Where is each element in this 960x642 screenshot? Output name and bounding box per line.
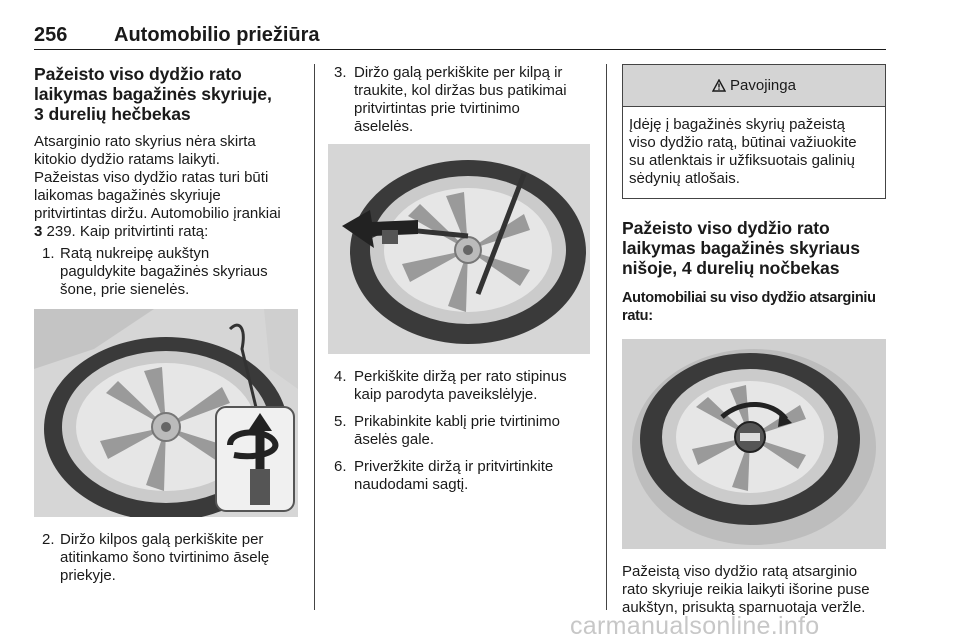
- warning-header: [623, 65, 885, 107]
- step-4: 4. Perkiškite diržą per rato stipinus kaip parodyta paveikslėlyje.: [334, 368, 567, 403]
- page-number: 256: [34, 24, 68, 46]
- figure-wheel-side-strap: [34, 309, 298, 517]
- warning-triangle-icon: [712, 79, 726, 92]
- step-5: 5. Prikabinkite kablį prie tvirtinimo āselės gale.: [334, 413, 560, 448]
- cross-reference-arrow-icon: 3: [34, 223, 43, 240]
- subheading-full-size-spare: Automobiliai su viso dydžio atsarginiu ratu:: [622, 290, 876, 324]
- page-title: Automobilio priežiūra: [114, 24, 320, 46]
- watermark: carmanualsonline.info: [570, 612, 820, 640]
- warning-box: [622, 64, 886, 199]
- figure-wheel-strap-loop: [328, 144, 590, 354]
- warning-text: Įdėję į bagažinės skyrių pažeistą viso dydžio ratą, būtinai važiuokite su atlenktais ir užfiksuotais galinių sėdynių atlošais.: [629, 116, 857, 187]
- column-right: [622, 64, 886, 617]
- figure-caption: Pažeistą viso dydžio ratą atsarginio rato skyriuje reikia laikyti išorine puse aukštyn, prisuktą sparnuotaja veržle.: [622, 563, 870, 616]
- warning-title: Pavojinga: [730, 77, 796, 94]
- figure-wheel-in-well: [622, 339, 886, 549]
- step-6: 6. Priveržkite diržą ir pritvirtinkite naudodami sagtį.: [334, 458, 554, 493]
- step-1: 1. Ratą nukreipę aukštyn paguldykite bagažinės skyriaus šone, prie sienelės.: [42, 245, 268, 298]
- step-2: 2. Diržo kilpos galą perkiškite per atitinkamo šono tvirtinimo āselę priekyje.: [42, 531, 270, 584]
- column-left: [34, 64, 300, 585]
- section-heading-4-door: Pažeisto viso dydžio rato laikymas bagažinės skyriaus nišoje, 4 durelių nočbekas: [622, 218, 860, 278]
- intro-paragraph: Atsarginio rato skyrius nėra skirta kitokio dydžio ratams laikyti. Pažeistas viso dydžio ratas turi būti laikomas bagažinės skyriuje pritvirtintas diržu. Automobilio įrankiai 3 239. Kaip pritvirtinti ratą:: [34, 133, 281, 240]
- column-divider: [314, 64, 315, 610]
- column-divider: [606, 64, 607, 610]
- column-middle: [328, 64, 590, 494]
- step-3: 3. Diržo galą perkiškite per kilpą ir traukite, kol diržas bus patikimai pritvirtintas prie tvirtinimo āselelės.: [334, 64, 567, 135]
- cross-reference-link[interactable]: 239. Kaip pritvirtinti ratą:: [42, 223, 209, 240]
- section-heading-3-door: Pažeisto viso dydžio rato laikymas bagažinės skyriuje, 3 durelių hečbekas: [34, 64, 272, 124]
- page-header: [34, 24, 886, 50]
